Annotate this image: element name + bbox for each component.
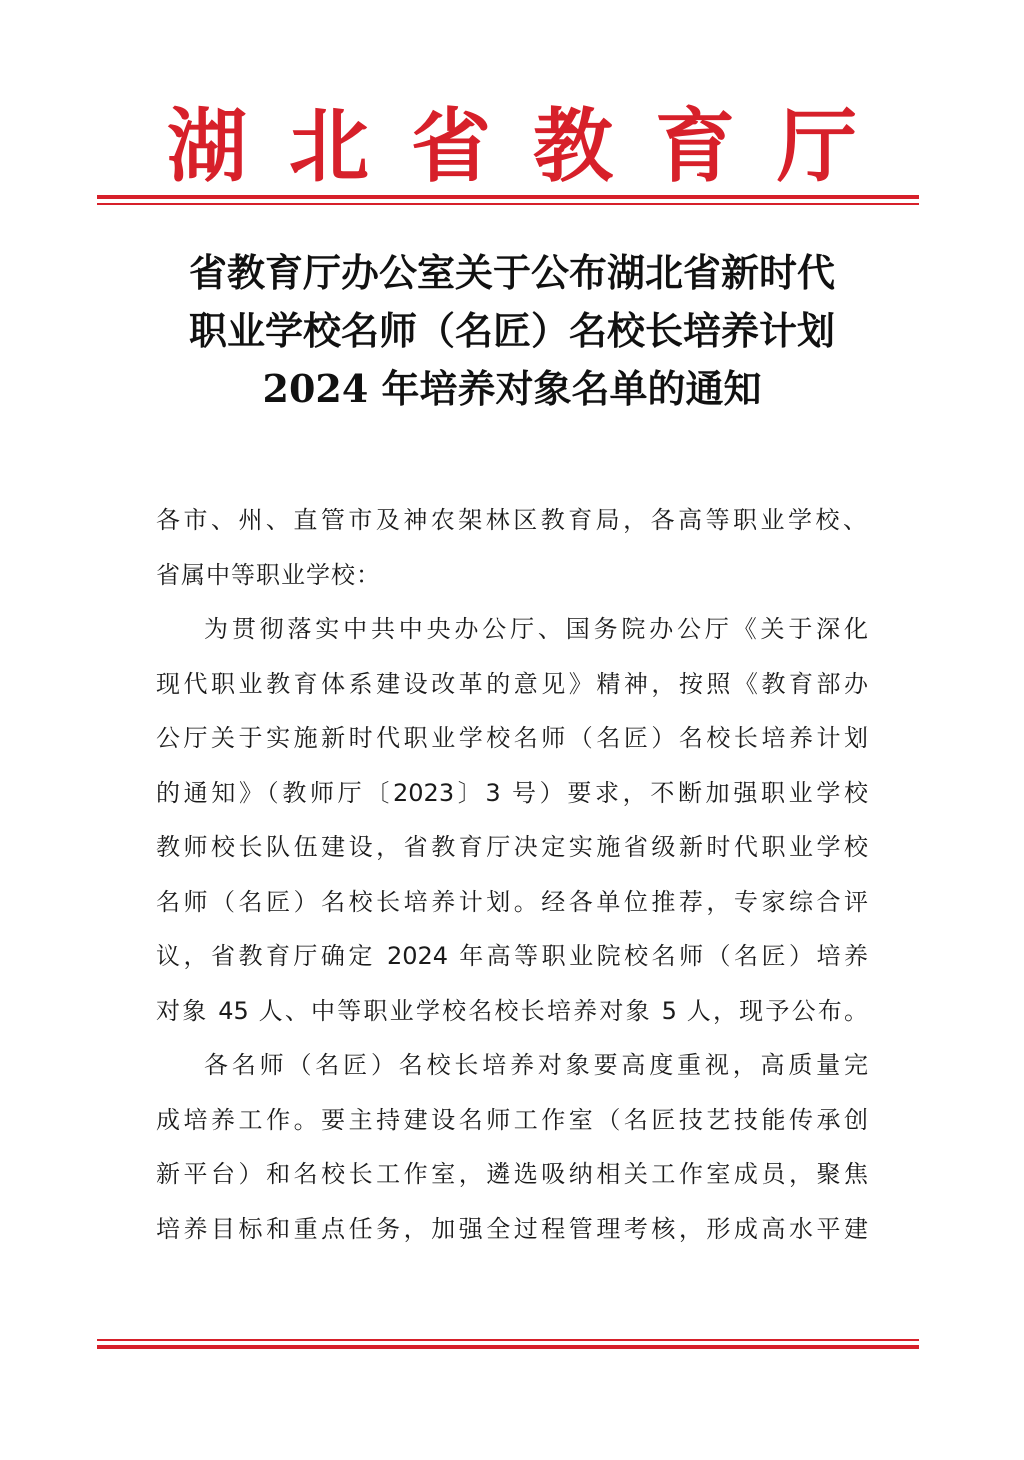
paragraph-line: 公厅关于实施新时代职业学校名师（名匠）名校长培养计划 (156, 724, 868, 752)
header-double-rule (97, 195, 919, 205)
title-line: 职业学校名师（名匠）名校长培养计划 (188, 308, 835, 353)
paragraph-line: 各名师（名匠）名校长培养对象要高度重视，高质量完 (204, 1051, 868, 1079)
paragraph-line: 培养目标和重点任务，加强全过程管理考核，形成高水平建 (156, 1214, 868, 1243)
document-body (156, 493, 868, 1256)
salutation-line: 省属中等职业学校： (156, 560, 381, 589)
footer-double-rule (97, 1339, 919, 1349)
paragraph-line: 为贯彻落实中共中央办公厅、国务院办公厅《关于深化 (204, 615, 868, 643)
salutation (156, 493, 868, 602)
paragraph-line: 的通知》（教师厅〔2023〕3 号）要求，不断加强职业学校 (156, 778, 868, 807)
paragraph-line: 成培养工作。要主持建设名师工作室（名匠技艺技能传承创 (156, 1105, 868, 1134)
paragraph-line: 教师校长队伍建设，省教育厅决定实施省级新时代职业学校 (156, 833, 868, 861)
paragraph-2 (156, 1038, 868, 1256)
title-line: 省教育厅办公室关于公布湖北省新时代 (188, 250, 835, 295)
title-line: 2024 年培养对象名单的通知 (262, 366, 762, 411)
paragraph-line: 对象 45 人、中等职业学校名校长培养对象 5 人，现予公布。 (156, 996, 868, 1025)
paragraph-line: 新平台）和名校长工作室，遴选吸纳相关工作室成员，聚焦 (156, 1160, 868, 1188)
document-title (0, 244, 1024, 418)
salutation-line: 各市、州、直管市及神农架林区教育局，各高等职业学校、 (156, 506, 868, 534)
paragraph-line: 现代职业教育体系建设改革的意见》精神，按照《教育部办 (156, 669, 868, 698)
paragraph-1 (156, 602, 868, 1038)
masthead-title: 湖北省教育厅 (167, 99, 899, 193)
paragraph-line: 名师（名匠）名校长培养计划。经各单位推荐，专家综合评 (156, 887, 868, 916)
paragraph-line: 议，省教育厅确定 2024 年高等职业院校名师（名匠）培养 (156, 942, 868, 970)
